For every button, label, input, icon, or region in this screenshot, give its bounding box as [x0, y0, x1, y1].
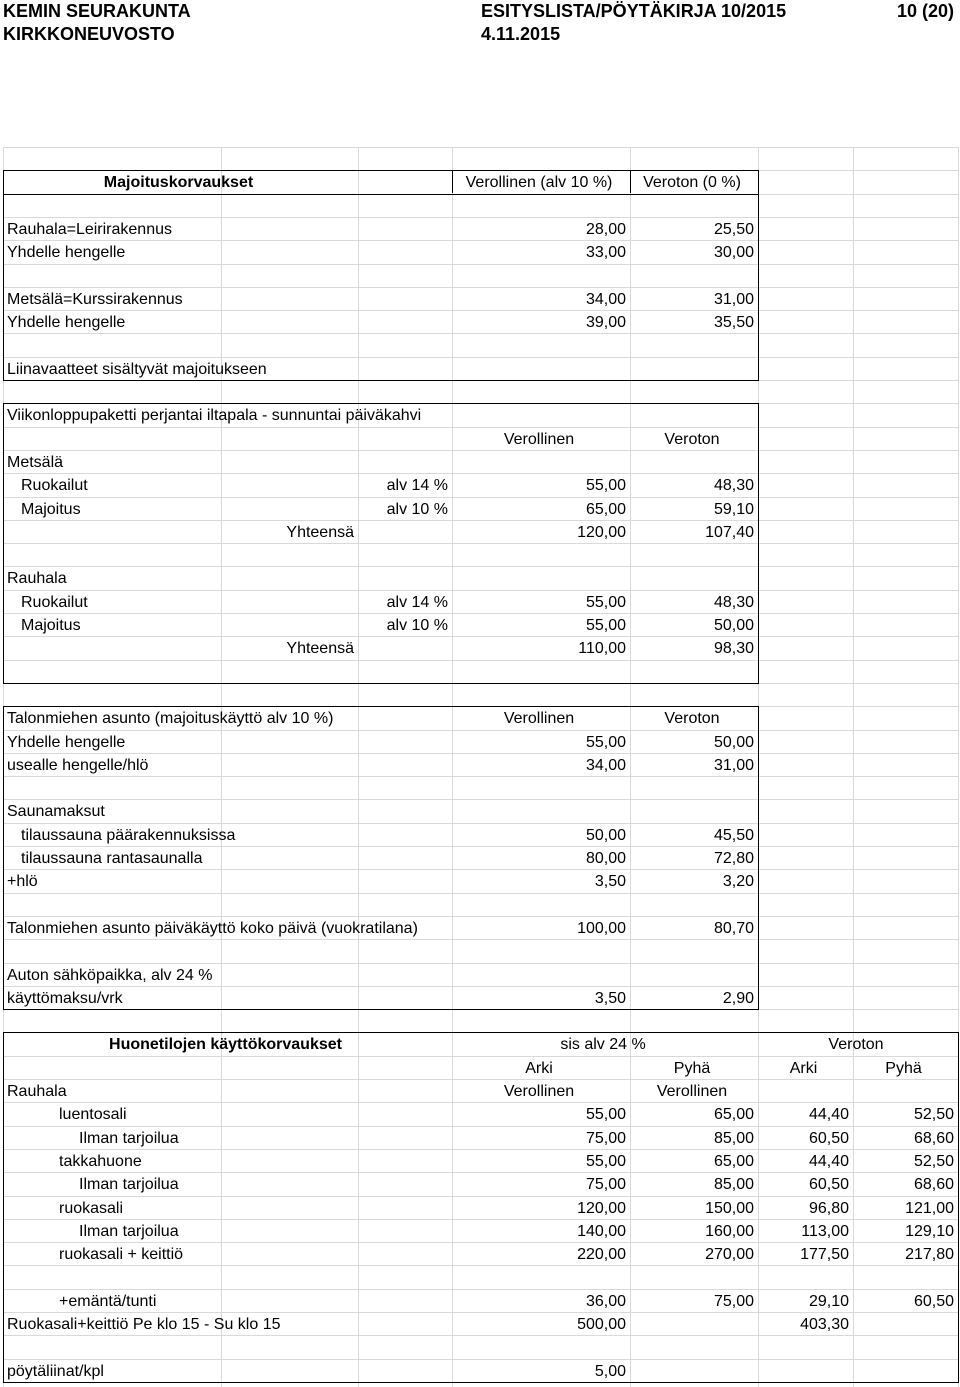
cell-value: 34,00: [585, 291, 626, 308]
cell-value: 52,50: [913, 1153, 954, 1170]
row-label: Majoituskorvaukset: [103, 174, 254, 191]
cell-value: 72,80: [713, 850, 754, 867]
cell-value: 85,00: [713, 1176, 754, 1193]
cell-value: Arki: [789, 1060, 818, 1077]
cell-value: 68,60: [913, 1176, 954, 1193]
doc-title: ESITYSLISTA/PÖYTÄKIRJA 10/2015: [481, 1, 787, 21]
cell-value: 75,00: [585, 1176, 626, 1193]
cell-value: 28,00: [585, 221, 626, 238]
cell-value: 55,00: [585, 1153, 626, 1170]
row-label: luentosali: [59, 1106, 127, 1123]
cell-value: 120,00: [577, 1200, 626, 1217]
cell-value: 150,00: [705, 1200, 754, 1217]
cell-value: Veroton (0 %): [643, 174, 741, 191]
doc-date: 4.11.2015: [481, 24, 561, 44]
cell-value: 48,30: [713, 594, 754, 611]
cell-value: 5,00: [594, 1363, 626, 1380]
cell-value: 3,50: [594, 990, 626, 1007]
cell-value: 120,00: [577, 524, 626, 541]
cell-value: 85,00: [713, 1130, 754, 1147]
row-label: Majoitus: [21, 617, 81, 634]
cell-value: 50,00: [585, 827, 626, 844]
cell-value: 121,00: [905, 1200, 954, 1217]
cell-value: 60,50: [808, 1130, 849, 1147]
cell-value: Verollinen: [503, 1083, 575, 1100]
cell-value: 500,00: [577, 1316, 626, 1333]
row-label: Metsälä: [7, 454, 64, 471]
row-label: Majoitus: [21, 501, 81, 518]
cell-value: 107,40: [705, 524, 754, 541]
cell-value: Veroton: [664, 431, 720, 448]
row-label: tilaussauna rantasaunalla: [21, 850, 203, 867]
row-label: Saunamaksut: [7, 803, 105, 820]
cell-value: 68,60: [913, 1130, 954, 1147]
cell-value: 96,80: [808, 1200, 849, 1217]
row-label: Metsälä=Kurssirakennus: [7, 291, 183, 308]
row-label: usealle hengelle/hlö: [7, 757, 149, 774]
cell-value: 75,00: [585, 1130, 626, 1147]
cell-value: 65,00: [585, 501, 626, 518]
cell-value: 65,00: [713, 1153, 754, 1170]
row-label: ruokasali: [59, 1200, 124, 1217]
org-name: KEMIN SEURAKUNTA: [3, 1, 191, 21]
cell-value: 44,40: [808, 1153, 849, 1170]
page-number: 10 (20): [896, 1, 954, 21]
row-label: tilaussauna päärakennuksissa: [21, 827, 236, 844]
cell-value: 55,00: [585, 734, 626, 751]
cell-value: alv 10 %: [386, 501, 448, 518]
row-label: Huonetilojen käyttökorvaukset: [109, 1036, 342, 1053]
row-label: Ilman tarjoilua: [79, 1130, 179, 1147]
cell-value: Veroton: [664, 710, 720, 727]
cell-value: Verollinen: [656, 1083, 728, 1100]
cell-value: 160,00: [705, 1223, 754, 1240]
cell-value: alv 14 %: [386, 594, 448, 611]
body-name: KIRKKONEUVOSTO: [3, 24, 175, 44]
cell-value: 31,00: [713, 291, 754, 308]
cell-value: 36,00: [585, 1293, 626, 1310]
row-label: Yhdelle hengelle: [7, 244, 126, 261]
cell-value: Verollinen: [503, 431, 575, 448]
cell-value: Arki: [525, 1060, 553, 1077]
row-label: Liinavaatteet sisältyvät majoitukseen: [7, 361, 267, 378]
cell-value: 75,00: [713, 1293, 754, 1310]
cell-value: 44,40: [808, 1106, 849, 1123]
row-label: käyttömaksu/vrk: [7, 990, 123, 1007]
cell-value: 34,00: [585, 757, 626, 774]
row-label: Ruokailut: [21, 594, 88, 611]
row-label: Ruokailut: [21, 477, 88, 494]
cell-value: 39,00: [585, 314, 626, 331]
row-label: +emäntä/tunti: [59, 1293, 157, 1310]
row-label: +hlö: [7, 873, 38, 890]
cell-value: 110,00: [578, 640, 626, 657]
row-label: ruokasali + keittiö: [59, 1246, 184, 1263]
row-label: Talonmiehen asunto (majoituskäyttö alv 10 %): [7, 710, 334, 727]
cell-value: 30,00: [713, 244, 754, 261]
cell-value: alv 14 %: [386, 477, 448, 494]
cell-value: 50,00: [713, 734, 754, 751]
cell-value: Verollinen (alv 10 %): [465, 174, 613, 191]
cell-value: 113,00: [801, 1223, 849, 1240]
row-label: Rauhala: [7, 570, 67, 587]
cell-value: 177,50: [800, 1246, 849, 1263]
row-label: pöytäliinat/kpl: [7, 1363, 104, 1380]
cell-value: 52,50: [913, 1106, 954, 1123]
cell-value: 60,50: [808, 1176, 849, 1193]
row-label: Ilman tarjoilua: [79, 1223, 179, 1240]
cell-value: Veroton: [828, 1036, 884, 1053]
cell-value: 140,00: [577, 1223, 626, 1240]
cell-value: 100,00: [577, 920, 626, 937]
cell-value: 55,00: [585, 617, 626, 634]
cell-value: 33,00: [585, 244, 626, 261]
cell-value: 129,10: [905, 1223, 954, 1240]
cell-value: 80,70: [713, 920, 754, 937]
row-label: Rauhala: [7, 1083, 67, 1100]
cell-value: alv 10 %: [386, 617, 448, 634]
cell-value: sis alv 24 %: [560, 1036, 646, 1053]
row-label: Talonmiehen asunto päiväkäyttö koko päivä (vuokratilana): [7, 920, 418, 937]
cell-value: 98,30: [713, 640, 754, 657]
cell-value: 50,00: [713, 617, 754, 634]
cell-value: 3,50: [594, 873, 626, 890]
cell-value: 403,30: [800, 1316, 849, 1333]
row-label: Ruokasali+keittiö Pe klo 15 - Su klo 15: [7, 1316, 281, 1333]
cell-value: 80,00: [585, 850, 626, 867]
row-label: Ilman tarjoilua: [79, 1176, 179, 1193]
cell-value: 55,00: [585, 594, 626, 611]
cell-value: 60,50: [913, 1293, 954, 1310]
row-label: Yhdelle hengelle: [7, 314, 126, 331]
cell-value: 25,50: [713, 221, 754, 238]
cell-value: 45,50: [713, 827, 754, 844]
row-label: Yhdelle hengelle: [7, 734, 126, 751]
cell-value: 270,00: [705, 1246, 754, 1263]
cell-value: 2,90: [722, 990, 754, 1007]
cell-value: 55,00: [585, 1106, 626, 1123]
cell-value: 48,30: [713, 477, 754, 494]
cell-value: 59,10: [713, 501, 754, 518]
cell-value: Yhteensä: [286, 640, 354, 657]
cell-value: 55,00: [585, 477, 626, 494]
cell-value: 220,00: [577, 1246, 626, 1263]
cell-value: 3,20: [722, 873, 754, 890]
cell-value: 31,00: [713, 757, 754, 774]
row-label: Rauhala=Leirirakennus: [7, 221, 172, 238]
row-label: Auton sähköpaikka, alv 24 %: [7, 967, 213, 984]
cell-value: 217,80: [905, 1246, 954, 1263]
cell-value: 29,10: [808, 1293, 849, 1310]
cell-value: Verollinen: [503, 710, 575, 727]
row-label: takkahuone: [59, 1153, 142, 1170]
cell-value: Pyhä: [885, 1060, 922, 1077]
row-label: Viikonloppupaketti perjantai iltapala - sunnuntai päiväkahvi: [7, 407, 422, 424]
cell-value: Yhteensä: [286, 524, 354, 541]
cell-value: 65,00: [713, 1106, 754, 1123]
cell-value: 35,50: [713, 314, 754, 331]
cell-value: Pyhä: [673, 1060, 711, 1077]
